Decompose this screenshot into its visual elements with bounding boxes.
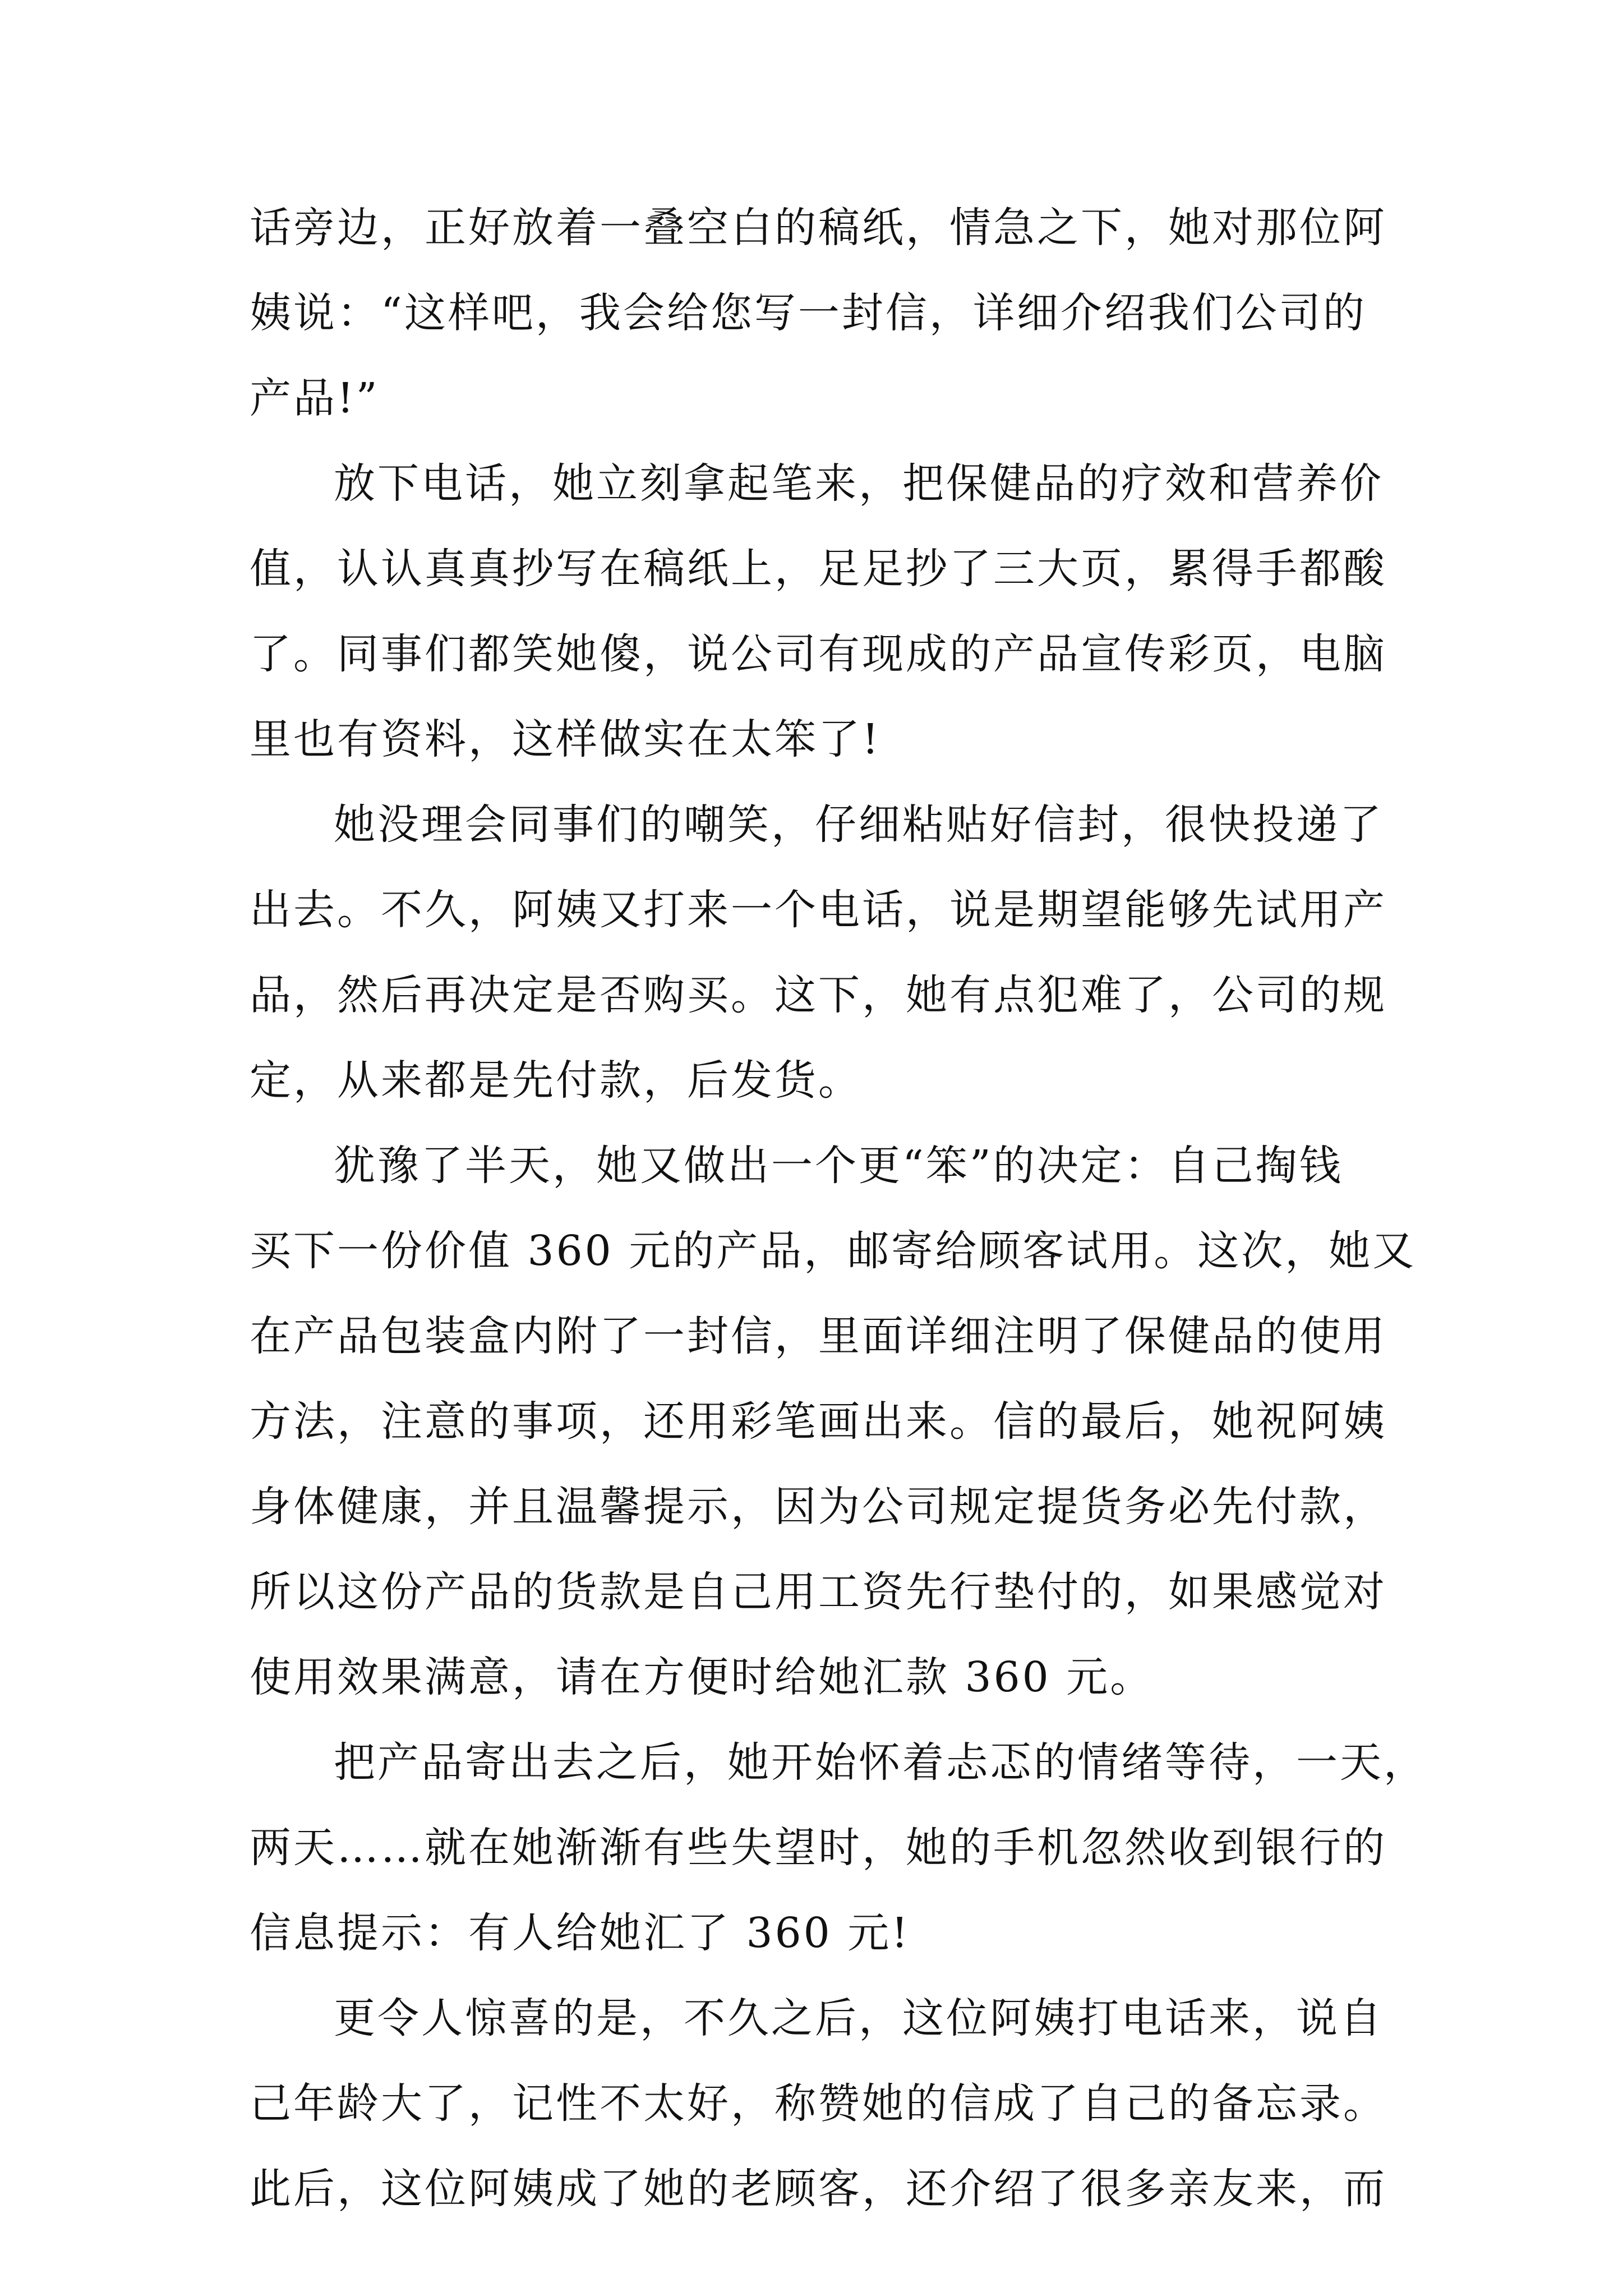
text-line: 定，从来都是先付款，后发货。 [250, 1056, 862, 1105]
text-line: 方法，注意的事项，还用彩笔画出来。信的最后，她祝阿姨 [250, 1397, 1387, 1446]
text-line: 更令人惊喜的是，不久之后，这位阿姨打电话来，说自 [334, 1994, 1384, 2042]
text-line: 所以这份产品的货款是自己用工资先行垫付的，如果感觉对 [250, 1568, 1387, 1616]
text-line: 把产品寄出去之后，她开始怀着忐忑的情绪等待，一天， [334, 1738, 1427, 1787]
text-line: 信息提示：有人给她汇了 360 元! [250, 1909, 911, 1957]
text-line: 身体健康，并且温馨提示，因为公司规定提货务必先付款， [250, 1483, 1387, 1531]
text-line: 己年龄大了，记性不太好，称赞她的信成了自己的备忘录。 [250, 2079, 1387, 2128]
text-line: 两天……就在她渐渐有些失望时，她的手机忽然收到银行的 [250, 1824, 1387, 1872]
text-line: 姨说：“这样吧，我会给您写一封信，详细介绍我们公司的 [250, 289, 1367, 337]
text-line: 在产品包装盒内附了一封信，里面详细注明了保健品的使用 [250, 1312, 1387, 1360]
text-line: 出去。不久，阿姨又打来一个电话，说是期望能够先试用产 [250, 886, 1387, 934]
text-line: 了。同事们都笑她傻，说公司有现成的产品宣传彩页，电脑 [250, 630, 1387, 678]
text-line: 话旁边，正好放着一叠空白的稿纸，情急之下，她对那位阿 [250, 204, 1387, 252]
text-line: 里也有资料，这样做实在太笨了! [250, 715, 881, 763]
text-line: 产品!” [250, 374, 380, 422]
body-text [250, 185, 1427, 2231]
text-line: 买下一份价值 360 元的产品，邮寄给顾客试用。这次，她又 [250, 1227, 1417, 1275]
text-line: 她没理会同事们的嘲笑，仔细粘贴好信封，很快投递了 [334, 800, 1384, 849]
text-line: 使用效果满意，请在方便时给她汇款 360 元。 [250, 1653, 1154, 1701]
text-line: 此后，这位阿姨成了她的老顾客，还介绍了很多亲友来，而 [250, 2165, 1387, 2213]
text-line: 犹豫了半天，她又做出一个更“笨”的决定：自己掏钱 [334, 1142, 1343, 1190]
text-line: 品，然后再决定是否购买。这下，她有点犯难了，公司的规 [250, 971, 1387, 1019]
text-line: 值，认认真真抄写在稿纸上，足足抄了三大页，累得手都酸 [250, 545, 1387, 593]
text-line: 放下电话，她立刻拿起笔来，把保健品的疗效和营养价 [334, 459, 1384, 508]
